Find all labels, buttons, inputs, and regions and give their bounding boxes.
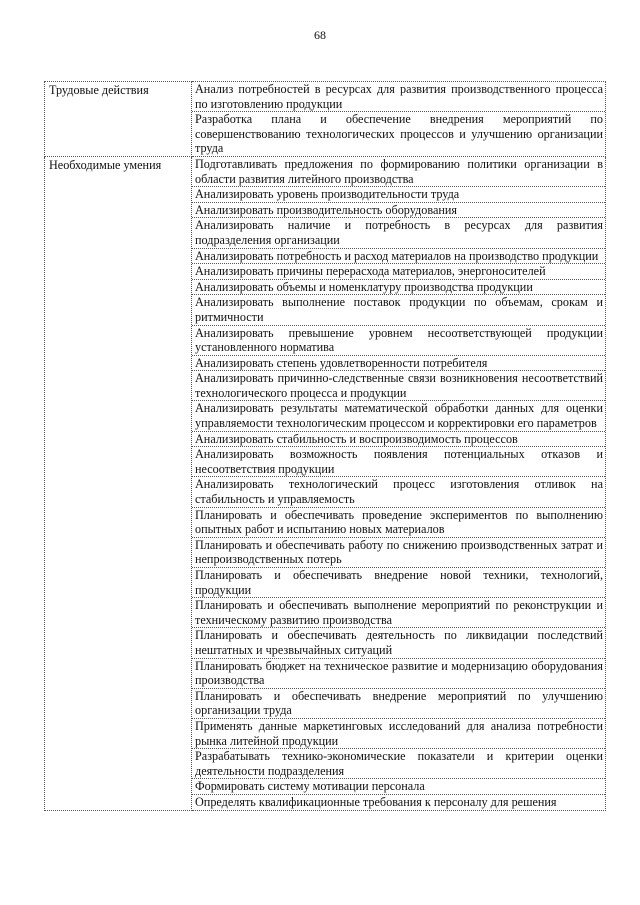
section-items [192, 156, 606, 810]
list-item: Анализировать объемы и номенклатуру производства продукции [192, 280, 605, 296]
list-item: Анализировать превышение уровнем несоответствующей продукции установленного норматива [192, 326, 605, 356]
list-item: Определять квалификационные требования к персоналу для решения [195, 794, 557, 809]
list-item: Анализировать технологический процесс изготовления отливок на стабильность и управляемость [192, 477, 605, 507]
list-item: Анализировать результаты математической обработки данных для оценки управляемости технологическим процессом и корректировки его параметров [192, 401, 605, 431]
list-item: Анализировать уровень производительности труда [192, 187, 605, 203]
list-item: Анализировать причины перерасхода материалов, энергоносителей [192, 264, 605, 280]
list-item: Планировать и обеспечивать проведение экспериментов по выполнению опытных работ и испытанию новых материалов [192, 508, 605, 538]
section-label: Трудовые действия [45, 82, 192, 157]
list-item: Анализировать возможность появления потенциальных отказов и несоответствия продукции [192, 447, 605, 477]
list-item: Анализировать производительность оборудования [192, 203, 605, 219]
list-item: Разрабатывать технико-экономические показатели и критерии оценки деятельности подразделения [192, 749, 605, 779]
list-item: Анализировать выполнение поставок продукции по объемам, срокам и ритмичности [192, 295, 605, 325]
list-item: Анализировать причинно-следственные связи возникновения несоответствий технологического процесса и продукции [192, 371, 605, 401]
list-item: Анализ потребностей в ресурсах для развития производственного процесса по изготовлению продукции [192, 82, 605, 112]
list-item: Анализировать наличие и потребность в ресурсах для развития подразделения организации [192, 218, 605, 248]
list-item: Применять данные маркетинговых исследований для анализа потребности рынка литейной продукции [192, 719, 605, 749]
list-item: Подготавливать предложения по формированию политики организации в области развития литейного производства [192, 157, 605, 187]
list-item: Планировать бюджет на техническое развитие и модернизацию оборудования производства [192, 659, 605, 689]
competency-table [44, 81, 606, 811]
list-item: Планировать и обеспечивать работу по снижению производственных затрат и непроизводственных потерь [192, 538, 605, 568]
list-item: Формировать систему мотивации персонала [192, 779, 605, 795]
list-item: Планировать и обеспечивать деятельность по ликвидации последствий нештатных и чрезвычайных ситуаций [192, 628, 605, 658]
list-item: Анализировать потребность и расход материалов на производство продукции [192, 249, 605, 265]
section-items [192, 82, 606, 157]
list-item: Разработка плана и обеспечение внедрения мероприятий по совершенствованию технологических процессов и улучшению организации труда [195, 112, 603, 156]
table-row [45, 82, 606, 157]
list-item: Планировать и обеспечивать выполнение мероприятий по реконструкции и техническому развитию производства [192, 598, 605, 628]
list-item: Анализировать степень удовлетворенности потребителя [192, 356, 605, 372]
list-item: Планировать и обеспечивать внедрение новой техники, технологий, продукции [192, 568, 605, 598]
list-item: Анализировать стабильность и воспроизводимость процессов [192, 432, 605, 448]
section-label: Необходимые умения [45, 156, 192, 810]
table-row [45, 156, 606, 810]
list-item: Планировать и обеспечивать внедрение мероприятий по улучшению организации труда [192, 689, 605, 719]
table-body [45, 82, 606, 811]
page-number: 68 [314, 28, 326, 42]
